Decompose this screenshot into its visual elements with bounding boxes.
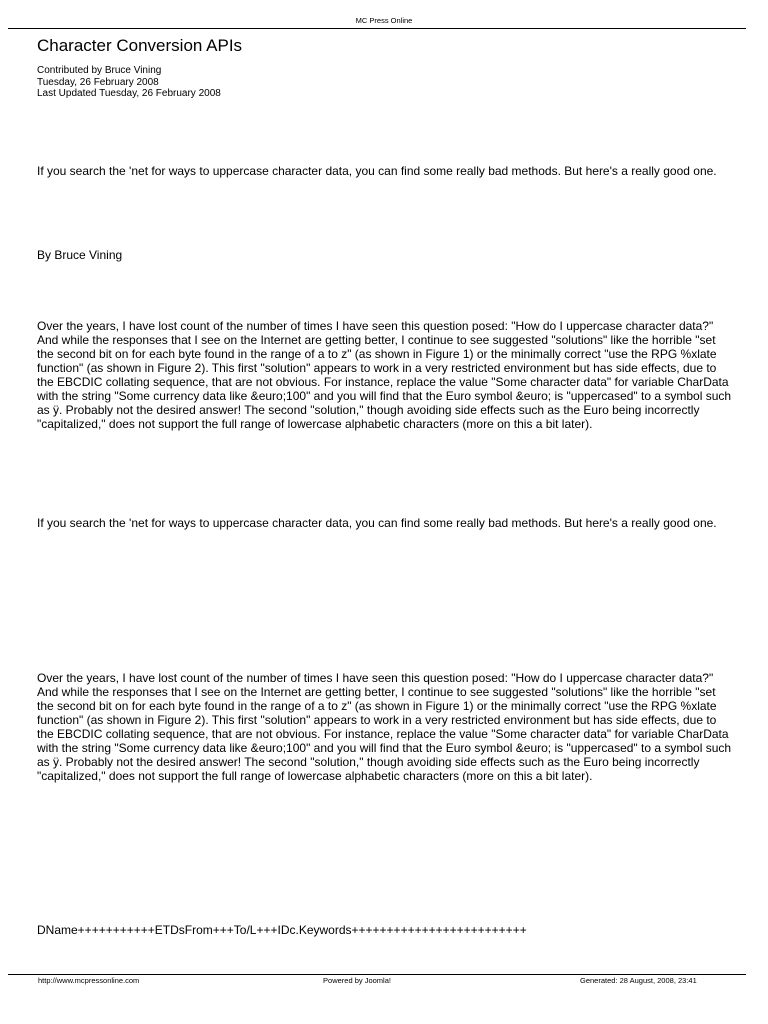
footer-generated: Generated: 28 August, 2008, 23:41	[580, 976, 697, 985]
body-paragraph: Over the years, I have lost count of the number of times I have seen this question posed: "How do I uppercase character data?" And while the responses that I see on the Internet are getting better, I continue to see suggested "solutions" like the horrible "set the second bit on for each byte found in the range of a to z" (as shown in Figure 1) or the minimally correct "use the RPG %xlate function" (as shown in Figure 2). This first "solution" appears to work in a very restricted environment but has side effects, due to the EBCDIC collating sequence, that are not obvious. For instance, replace the value "Some character data" for variable CharData with the string "Some currency data like &euro;100" and you will find that the Euro symbol &euro; is "uppercased" to a symbol such as ÿ. Probably not the desired answer! The second "solution," though avoiding side effects such as the Euro being incorrectly "capitalized," does not support the full range of lowercase alphabetic characters (more on this a bit later).	[37, 319, 732, 431]
header-divider	[8, 28, 746, 29]
footer-powered-by: Powered by Joomla!	[323, 976, 391, 985]
published-date: Tuesday, 26 February 2008	[37, 76, 159, 88]
body-paragraph-repeat: Over the years, I have lost count of the number of times I have seen this question posed: "How do I uppercase character data?" And while the responses that I see on the Internet are getting better, I continue to see suggested "solutions" like the horrible "set the second bit on for each byte found in the range of a to z" (as shown in Figure 1) or the minimally correct "use the RPG %xlate function" (as shown in Figure 2). This first "solution" appears to work in a very restricted environment but has side effects, due to the EBCDIC collating sequence, that are not obvious. For instance, replace the value "Some character data" for variable CharData with the string "Some currency data like &euro;100" and you will find that the Euro symbol &euro; is "uppercased" to a symbol such as ÿ. Probably not the desired answer! The second "solution," though avoiding side effects such as the Euro being incorrectly "capitalized," does not support the full range of lowercase alphabetic characters (more on this a bit later).	[37, 671, 732, 783]
footer-divider	[8, 974, 746, 975]
footer-url: http://www.mcpressonline.com	[38, 976, 140, 985]
intro-paragraph-repeat: If you search the 'net for ways to uppercase character data, you can find some really bad methods. But here's a really good one.	[37, 516, 717, 530]
last-updated: Last Updated Tuesday, 26 February 2008	[37, 88, 221, 99]
article-meta	[37, 65, 732, 100]
contributed-by: Contributed by Bruce Vining	[37, 65, 162, 76]
code-spec-line: DName+++++++++++ETDsFrom+++To/L+++IDc.Keywords+++++++++++++++++++++++++	[37, 923, 527, 937]
article-title: Character Conversion APIs	[37, 36, 243, 55]
intro-paragraph: If you search the 'net for ways to uppercase character data, you can find some really bad methods. But here's a really good one.	[37, 164, 717, 178]
byline: By Bruce Vining	[37, 248, 123, 262]
site-header: MC Press Online	[355, 16, 413, 25]
